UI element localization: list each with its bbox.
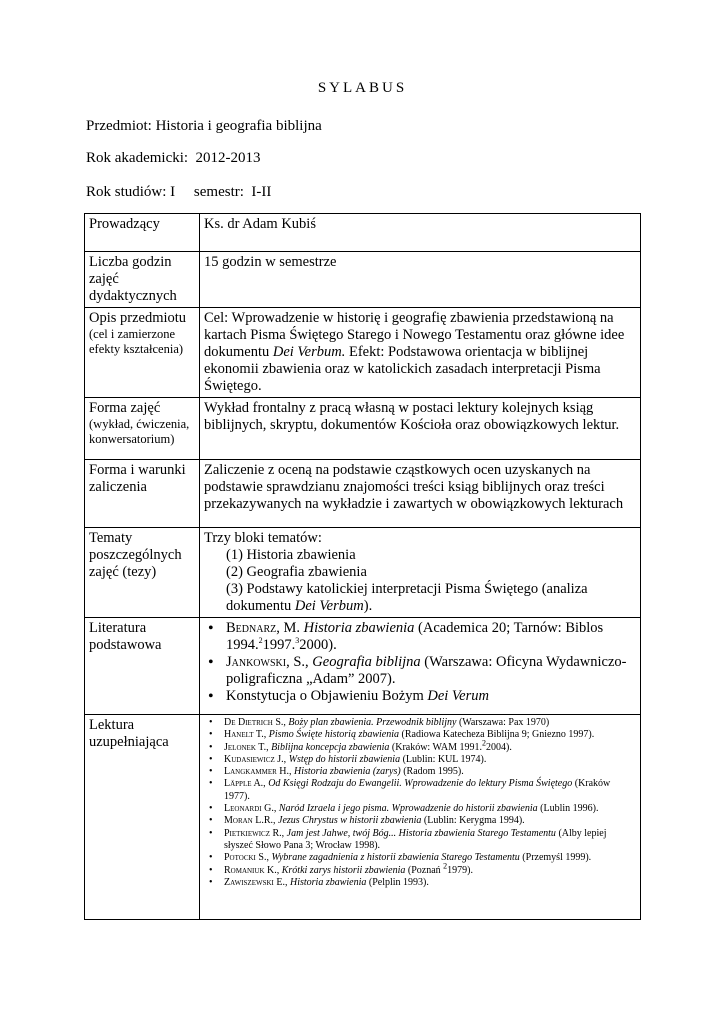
supp-lit-author: Läpple [224, 778, 252, 790]
supp-lit-pub: 2004). [485, 741, 512, 753]
basic-lit-year: 1997. [262, 637, 296, 653]
supp-lit-item [224, 717, 636, 729]
supp-lit-initial: R., [270, 827, 287, 839]
supp-lit-title: Historia zbawienia (zarys) [294, 766, 401, 778]
value-form: Wykład frontalny z pracą własną w postaci lektury kolejnych ksiąg biblijnych, skryptu, dokumentów Kościoła oraz obowiązkowych lektur. [200, 398, 641, 460]
supp-lit-pub: (Warszawa: Pax 1970) [456, 717, 550, 728]
supp-lit-pub: (Radiowa Katecheza Biblijna 9; Gniezno 1997). [399, 729, 595, 741]
basic-lit-initial: , S., [286, 654, 313, 670]
supp-lit-pub: 1979). [447, 864, 473, 876]
supp-lit-initial: T., [255, 741, 272, 753]
supp-lit-pub: (Pelplin 1993). [366, 876, 429, 888]
supp-lit-initial: E., [273, 876, 290, 888]
basic-lit-title: Geografia biblijna [312, 654, 421, 670]
topic-3-end: ). [363, 598, 373, 614]
topic-3-doc-title: Dei Verbum [294, 598, 364, 614]
value-basic-literature [200, 618, 641, 715]
supp-lit-author: Hanelt [224, 729, 254, 741]
supp-lit-title: Pismo Święte historią zbawienia [268, 729, 399, 741]
row-description [85, 308, 641, 398]
value-lecturer: Ks. dr Adam Kubiś [200, 214, 641, 252]
row-lecturer [85, 214, 641, 252]
supp-lit-author: Kudasiewicz [224, 753, 275, 765]
supp-lit-item [224, 778, 636, 803]
supp-lit-author: De Dietrich [224, 717, 273, 728]
supp-lit-item [224, 861, 636, 877]
label-topics: Tematy poszczególnych zajęć (tezy) [85, 528, 200, 618]
value-assessment: Zaliczenie z oceną na podstawie cząstkowych ocen uzyskanych na podstawie sprawdzianu znajomości treści ksiąg biblijnych oraz treści przekazywanych na wykładzie i zawartych w obowiązkowych lekturach [200, 460, 641, 528]
label-assessment: Forma i warunki zaliczenia [85, 460, 200, 528]
row-topics [85, 528, 641, 618]
supp-lit-item [224, 729, 636, 741]
supp-lit-initial: T., [253, 729, 269, 741]
topic-1: (1) Historia zbawienia [226, 547, 356, 563]
edition-sup: 2 [443, 861, 448, 871]
supp-lit-initial: K., [264, 864, 282, 876]
supp-lit-item [224, 738, 636, 754]
basic-lit-author: Bednarz [226, 620, 277, 636]
supp-lit-item [224, 828, 636, 853]
basic-literature-list [204, 620, 636, 705]
supp-lit-title: Krótki zarys historii zbawienia [281, 864, 406, 876]
value-hours: 15 godzin w semestrze [200, 252, 641, 308]
supp-lit-item [224, 852, 636, 864]
edition-sup: 2 [258, 636, 263, 646]
supp-lit-initial: G., [261, 803, 279, 815]
basic-lit-author: Jankowski [226, 654, 287, 670]
supp-lit-pub: (Kraków: WAM 1991. [389, 741, 482, 753]
basic-lit-year: 2000). [299, 637, 337, 653]
basic-lit-item [226, 620, 636, 654]
supp-lit-title: Jezus Chrystus w historii zbawienia [278, 815, 422, 827]
label-form-sub: (wykład, ćwiczenia, konwersatorium) [89, 417, 190, 446]
supp-lit-item [224, 754, 636, 766]
value-topics [200, 528, 641, 618]
edition-sup: 3 [295, 636, 300, 646]
row-form [85, 398, 641, 460]
basic-lit-pub: (Warszawa: Oficyna Wydawniczo-poligraficzna „Adam” 2007). [226, 654, 627, 687]
label-description-main: Opis przedmiotu [89, 310, 187, 326]
supp-lit-pub: (Kraków 1977). [224, 778, 611, 802]
supp-lit-title: Od Księgi Rodzaju do Ewangelii. Wprowadzenie do lektury Pisma Świętego [268, 778, 573, 790]
description-text-c: Efekt: Podstawowa orientacja w biblijnej ekonomii zbawienia oraz w katolickich zasadach interpretacji Pisma Świętego. [204, 344, 601, 394]
supp-lit-author: Moran [224, 815, 253, 827]
supp-lit-initial: S., [272, 717, 289, 728]
basic-lit-title: Dei Verum [427, 688, 489, 704]
description-doc-title: Dei Verbum. [272, 344, 346, 360]
supp-lit-author: Romaniuk [224, 864, 265, 876]
supp-lit-item [224, 803, 636, 815]
supp-lit-pub: (Radom 1995). [400, 766, 464, 778]
supp-lit-title: Jam jest Jahwe, twój Bóg... Historia zbawienia Starego Testamentu [286, 827, 556, 839]
label-description-sub: (cel i zamierzone efekty kształcenia) [89, 327, 184, 356]
basic-lit-text: Konstytucja o Objawieniu Bożym [226, 688, 428, 704]
supp-lit-author: Leonardi [224, 803, 262, 815]
supp-lit-pub: (Przemyśl 1999). [519, 852, 592, 864]
supp-lit-title: Biblijna koncepcja zbawienia [271, 741, 390, 753]
supp-lit-pub: (Lublin: KUL 1974). [400, 753, 487, 765]
subject-line: Przedmiot: Historia i geografia biblijna [86, 118, 322, 134]
label-lecturer: Prowadzący [85, 214, 200, 252]
label-hours: Liczba godzin zajęć dydaktycznych [85, 252, 200, 308]
supp-lit-title: Wybrane zagadnienia z historii zbawienia Starego Testamentu [271, 852, 520, 864]
academic-year-line: Rok akademicki: 2012-2013 [86, 150, 261, 166]
topic-3-text: (3) Podstawy katolickiej interpretacji Pisma Świętego (analiza dokumentu [226, 581, 588, 614]
supp-lit-title: Boży plan zbawienia. Przewodnik biblijny [288, 717, 457, 728]
basic-lit-title: Historia zbawienia [303, 620, 415, 636]
supp-lit-title: Naród Izraela i jego pisma. Wprowadzenie do historii zbawienia [278, 803, 538, 815]
basic-lit-item [226, 688, 636, 705]
supp-lit-initial: L.R., [252, 815, 279, 827]
supp-lit-initial: A., [251, 778, 269, 790]
supp-lit-item [224, 815, 636, 827]
supp-lit-author: Potocki [224, 852, 256, 864]
supp-lit-pub: (Lublin: Kerygma 1994). [421, 815, 525, 827]
row-assessment [85, 460, 641, 528]
value-description [200, 308, 641, 398]
supp-lit-author: Langkammer [224, 766, 277, 778]
supp-lit-title: Wstęp do historii zbawienia [288, 753, 401, 765]
basic-lit-initial: , M. [276, 620, 304, 636]
topics-intro: Trzy bloki tematów: [204, 530, 322, 546]
document-title: SYLABUS [317, 80, 408, 96]
row-basic-literature [85, 618, 641, 715]
label-basic-literature: Literatura podstawowa [85, 618, 200, 715]
supp-lit-item [224, 766, 636, 778]
row-hours [85, 252, 641, 308]
supp-lit-author: Zawiszewski [224, 876, 274, 888]
syllabus-table [84, 213, 641, 920]
supp-lit-pub: (Poznań [405, 864, 444, 876]
label-supplementary-literature: Lektura uzupełniająca [85, 715, 200, 920]
row-supplementary-literature [85, 715, 641, 920]
label-form [85, 398, 200, 460]
supp-lit-pub: (Lublin 1996). [537, 803, 599, 815]
edition-sup: 2 [481, 738, 486, 748]
topic-3 [204, 581, 636, 615]
supp-lit-title: Historia zbawienia [289, 876, 367, 888]
basic-lit-item [226, 654, 636, 688]
study-year-line: Rok studiów: I semestr: I-II [86, 184, 272, 200]
supplementary-literature-list [204, 717, 636, 889]
supp-lit-author: Pietkiewicz [224, 827, 270, 839]
topic-2: (2) Geografia zbawienia [226, 564, 367, 580]
supp-lit-initial: H., [276, 766, 295, 778]
supp-lit-initial: J., [274, 753, 289, 765]
supp-lit-item [224, 877, 636, 889]
description-text-a: Cel: Wprowadzenie w historię i geografię zbawienia przedstawioną na kartach Pisma Świętego Starego i Nowego Testamentu oraz główne idee dokumentu [204, 310, 625, 360]
value-supplementary-literature [200, 715, 641, 920]
label-description [85, 308, 200, 398]
supp-lit-initial: S., [255, 852, 272, 864]
supp-lit-pub: (Alby lepiej słyszeć Słowo Pana 3; Wrocław 1998). [224, 827, 607, 851]
supp-lit-author: Jelonek [224, 741, 256, 753]
label-form-main: Forma zajęć [89, 400, 161, 416]
basic-lit-pub: (Academica 20; Tarnów: Biblos 1994. [226, 620, 604, 653]
